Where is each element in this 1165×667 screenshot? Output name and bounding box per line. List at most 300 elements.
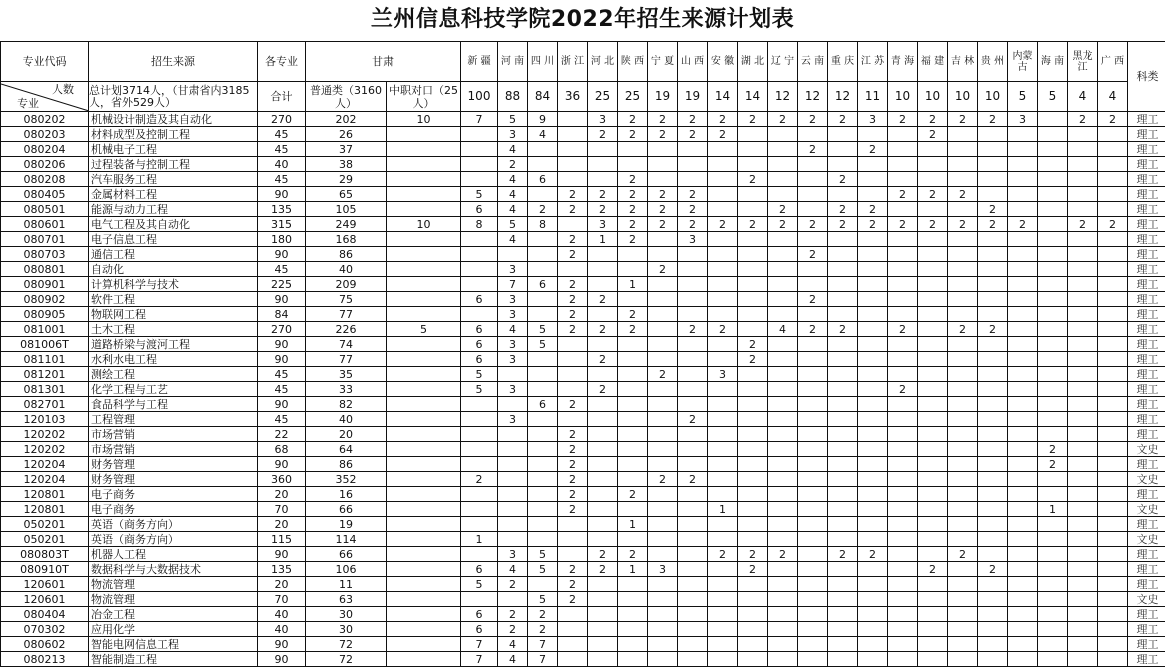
province-quota: [1008, 442, 1038, 457]
province-quota: [498, 532, 528, 547]
province-quota: [588, 142, 618, 157]
major-code: 080905: [1, 307, 89, 322]
province-quota: [948, 457, 978, 472]
province-quota: [558, 112, 588, 127]
major-total: 270: [258, 322, 306, 337]
province-quota: [558, 412, 588, 427]
province-quota: [978, 427, 1008, 442]
province-quota: [708, 427, 738, 442]
province-quota: 7: [461, 637, 498, 652]
gansu-regular-count: 75: [306, 292, 387, 307]
province-quota: [918, 157, 948, 172]
province-quota: [738, 157, 768, 172]
province-quota: [1008, 277, 1038, 292]
major-total: 225: [258, 277, 306, 292]
subject-category: 理工: [1128, 412, 1165, 427]
gansu-vocational-count: [387, 307, 461, 322]
province-quota: [798, 622, 828, 637]
province-quota: [1098, 127, 1128, 142]
major-total: 20: [258, 517, 306, 532]
province-quota: [1098, 547, 1128, 562]
province-quota: [708, 487, 738, 502]
province-total: 12: [828, 82, 858, 112]
province-quota: [648, 307, 678, 322]
province-quota: 2: [558, 247, 588, 262]
province-quota: [528, 457, 558, 472]
province-quota: 2: [1038, 457, 1068, 472]
province-quota: [828, 652, 858, 667]
province-quota: [978, 232, 1008, 247]
province-quota: [828, 382, 858, 397]
province-quota: 2: [798, 217, 828, 232]
province-quota: [678, 577, 708, 592]
province-quota: 2: [618, 232, 648, 247]
province-quota: [678, 292, 708, 307]
province-quota: 2: [588, 202, 618, 217]
province-quota: [528, 307, 558, 322]
province-quota: [528, 382, 558, 397]
gansu-regular-count: 11: [306, 577, 387, 592]
province-quota: [768, 382, 798, 397]
province-header: 山 西: [678, 42, 708, 82]
province-quota: 2: [978, 322, 1008, 337]
province-quota: [1098, 157, 1128, 172]
province-quota: [1098, 367, 1128, 382]
province-quota: [648, 427, 678, 442]
province-quota: [798, 427, 828, 442]
province-quota: [708, 307, 738, 322]
province-quota: [738, 577, 768, 592]
province-quota: [1068, 292, 1098, 307]
gansu-regular-count: 209: [306, 277, 387, 292]
major-name: 道路桥梁与渡河工程: [89, 337, 258, 352]
gansu-vocational-count: [387, 142, 461, 157]
province-quota: [858, 397, 888, 412]
province-quota: [738, 232, 768, 247]
province-quota: [978, 292, 1008, 307]
province-quota: [1008, 652, 1038, 667]
province-quota: [978, 412, 1008, 427]
province-quota: 8: [461, 217, 498, 232]
province-quota: 2: [528, 622, 558, 637]
province-quota: [648, 502, 678, 517]
province-quota: [768, 397, 798, 412]
province-total: 4: [1068, 82, 1098, 112]
province-quota: [1038, 337, 1068, 352]
province-quota: [588, 427, 618, 442]
province-quota: 2: [738, 217, 768, 232]
major-name: 物流管理: [89, 577, 258, 592]
province-quota: [798, 307, 828, 322]
province-total: 4: [1098, 82, 1128, 112]
province-quota: 2: [558, 232, 588, 247]
major-name: 通信工程: [89, 247, 258, 262]
province-quota: 6: [461, 202, 498, 217]
subject-category: 理工: [1128, 337, 1165, 352]
gansu-regular-count: 249: [306, 217, 387, 232]
major-code: 120801: [1, 487, 89, 502]
province-quota: [858, 607, 888, 622]
province-quota: [888, 637, 918, 652]
major-name: 食品科学与工程: [89, 397, 258, 412]
province-quota: [768, 472, 798, 487]
major-name: 智能电网信息工程: [89, 637, 258, 652]
province-quota: [738, 187, 768, 202]
major-total: 270: [258, 112, 306, 127]
province-quota: [648, 277, 678, 292]
province-quota: 2: [768, 547, 798, 562]
province-quota: [888, 127, 918, 142]
province-quota: [461, 457, 498, 472]
province-quota: [798, 382, 828, 397]
province-quota: [888, 652, 918, 667]
province-quota: 2: [888, 382, 918, 397]
province-quota: [1098, 412, 1128, 427]
province-quota: [738, 412, 768, 427]
province-quota: [1098, 322, 1128, 337]
major-name: 金属材料工程: [89, 187, 258, 202]
province-quota: [978, 142, 1008, 157]
province-total: 25: [618, 82, 648, 112]
province-quota: [858, 652, 888, 667]
table-row: [1, 487, 1165, 502]
major-name: 化学工程与工艺: [89, 382, 258, 397]
province-quota: [498, 457, 528, 472]
province-quota: [888, 367, 918, 382]
province-quota: [678, 382, 708, 397]
province-total: 10: [888, 82, 918, 112]
province-quota: 2: [948, 112, 978, 127]
diagonal-header-cell: [1, 82, 89, 112]
major-code: 081201: [1, 367, 89, 382]
gansu-regular-count: 74: [306, 337, 387, 352]
province-quota: [918, 232, 948, 247]
province-quota: 2: [618, 172, 648, 187]
province-total: 36: [558, 82, 588, 112]
province-quota: 2: [648, 367, 678, 382]
enrollment-plan-table: [0, 41, 1165, 667]
subject-category: 理工: [1128, 292, 1165, 307]
province-quota: [828, 637, 858, 652]
province-quota: [858, 127, 888, 142]
province-header: 海 南: [1038, 42, 1068, 82]
province-quota: [558, 367, 588, 382]
table-row: [1, 472, 1165, 487]
province-quota: [1008, 337, 1038, 352]
province-quota: [888, 457, 918, 472]
province-quota: [618, 607, 648, 622]
gansu-regular-count: 66: [306, 547, 387, 562]
subject-category: 文史: [1128, 472, 1165, 487]
table-row: [1, 187, 1165, 202]
major-name: 数据科学与大数据技术: [89, 562, 258, 577]
province-quota: [461, 397, 498, 412]
table-row: [1, 562, 1165, 577]
province-quota: [618, 397, 648, 412]
subject-category: 理工: [1128, 142, 1165, 157]
table-row: [1, 352, 1165, 367]
province-quota: [918, 607, 948, 622]
subject-category: 理工: [1128, 397, 1165, 412]
province-quota: 2: [588, 547, 618, 562]
province-quota: [858, 457, 888, 472]
province-quota: [618, 262, 648, 277]
province-quota: [978, 277, 1008, 292]
province-quota: [558, 517, 588, 532]
gansu-regular-count: 16: [306, 487, 387, 502]
province-quota: [858, 187, 888, 202]
province-quota: [918, 247, 948, 262]
gansu-vocational-count: [387, 202, 461, 217]
province-quota: [461, 262, 498, 277]
province-quota: 2: [618, 187, 648, 202]
subject-category: 理工: [1128, 262, 1165, 277]
province-quota: [618, 652, 648, 667]
province-quota: 5: [528, 592, 558, 607]
province-quota: 2: [768, 112, 798, 127]
province-quota: [648, 517, 678, 532]
gansu-vocational-count: [387, 412, 461, 427]
province-quota: [858, 337, 888, 352]
header-gansu-regular: 普通类（3160人）: [306, 82, 387, 112]
province-quota: 2: [828, 217, 858, 232]
gansu-regular-count: 114: [306, 532, 387, 547]
province-quota: [1008, 562, 1038, 577]
province-quota: 2: [558, 277, 588, 292]
province-quota: 3: [858, 112, 888, 127]
province-quota: [1098, 517, 1128, 532]
province-quota: [828, 277, 858, 292]
province-quota: [528, 187, 558, 202]
province-quota: [798, 592, 828, 607]
province-quota: [858, 577, 888, 592]
province-quota: [828, 427, 858, 442]
province-quota: [1068, 562, 1098, 577]
major-name: 自动化: [89, 262, 258, 277]
province-quota: 5: [498, 112, 528, 127]
province-header: 内蒙古: [1008, 42, 1038, 82]
province-quota: [678, 637, 708, 652]
province-quota: 6: [528, 172, 558, 187]
major-total: 68: [258, 442, 306, 457]
major-name: 材料成型及控制工程: [89, 127, 258, 142]
province-quota: [858, 157, 888, 172]
province-quota: [1068, 232, 1098, 247]
province-quota: [1038, 427, 1068, 442]
province-quota: [1038, 472, 1068, 487]
province-quota: [738, 277, 768, 292]
province-quota: [888, 352, 918, 367]
province-quota: [918, 307, 948, 322]
province-quota: [768, 517, 798, 532]
province-quota: 3: [498, 352, 528, 367]
province-quota: [828, 502, 858, 517]
subject-category: 理工: [1128, 157, 1165, 172]
province-total: 5: [1008, 82, 1038, 112]
province-quota: [768, 157, 798, 172]
province-quota: 7: [528, 637, 558, 652]
province-quota: [768, 352, 798, 367]
major-code: 080204: [1, 142, 89, 157]
province-total: 19: [648, 82, 678, 112]
province-quota: 6: [461, 562, 498, 577]
major-total: 40: [258, 157, 306, 172]
province-quota: 4: [498, 652, 528, 667]
major-total: 315: [258, 217, 306, 232]
province-quota: [708, 412, 738, 427]
province-quota: [588, 457, 618, 472]
major-code: 080213: [1, 652, 89, 667]
province-quota: [888, 502, 918, 517]
province-quota: [738, 367, 768, 382]
province-quota: [858, 307, 888, 322]
province-quota: [948, 532, 978, 547]
province-quota: [1098, 472, 1128, 487]
province-quota: [798, 412, 828, 427]
province-quota: 2: [528, 202, 558, 217]
province-quota: [1038, 352, 1068, 367]
province-quota: [1068, 592, 1098, 607]
province-quota: [528, 142, 558, 157]
province-quota: [918, 652, 948, 667]
gansu-vocational-count: [387, 607, 461, 622]
major-total: 90: [258, 457, 306, 472]
major-total: 135: [258, 562, 306, 577]
province-quota: [648, 532, 678, 547]
province-header: 青 海: [888, 42, 918, 82]
major-name: 英语（商务方向）: [89, 532, 258, 547]
province-quota: [948, 127, 978, 142]
gansu-vocational-count: [387, 517, 461, 532]
province-quota: [588, 307, 618, 322]
province-quota: 2: [618, 547, 648, 562]
province-quota: [1008, 637, 1038, 652]
province-header: 宁 夏: [648, 42, 678, 82]
province-quota: [888, 472, 918, 487]
gansu-regular-count: 66: [306, 502, 387, 517]
province-quota: [858, 427, 888, 442]
major-code: 080404: [1, 607, 89, 622]
total-plan-summary: 总计划3714人，（甘肃省内3185人，省外529人）: [89, 82, 258, 112]
province-quota: [528, 472, 558, 487]
gansu-regular-count: 29: [306, 172, 387, 187]
province-quota: [828, 487, 858, 502]
province-quota: [678, 397, 708, 412]
province-quota: [828, 562, 858, 577]
major-total: 90: [258, 397, 306, 412]
major-code: 120202: [1, 427, 89, 442]
province-quota: [828, 442, 858, 457]
province-quota: [948, 337, 978, 352]
table-row: [1, 232, 1165, 247]
province-quota: 4: [498, 637, 528, 652]
diag-label-major: 专业: [17, 97, 39, 110]
province-quota: [948, 397, 978, 412]
province-quota: 2: [618, 202, 648, 217]
province-quota: [978, 457, 1008, 472]
province-quota: [708, 472, 738, 487]
province-quota: 5: [461, 367, 498, 382]
province-quota: [978, 172, 1008, 187]
province-quota: [918, 502, 948, 517]
province-quota: 2: [1098, 112, 1128, 127]
major-name: 英语（商务方向）: [89, 517, 258, 532]
gansu-vocational-count: [387, 547, 461, 562]
province-quota: [1098, 247, 1128, 262]
province-quota: [708, 352, 738, 367]
province-quota: [708, 517, 738, 532]
province-quota: [1098, 502, 1128, 517]
province-quota: [888, 532, 918, 547]
table-row: [1, 622, 1165, 637]
province-quota: [798, 547, 828, 562]
province-quota: [948, 232, 978, 247]
province-quota: 2: [498, 157, 528, 172]
province-quota: [1098, 187, 1128, 202]
province-quota: [738, 442, 768, 457]
province-quota: [1068, 322, 1098, 337]
province-quota: 3: [588, 217, 618, 232]
province-quota: [828, 262, 858, 277]
province-quota: [1068, 532, 1098, 547]
province-quota: [948, 277, 978, 292]
table-row: [1, 292, 1165, 307]
province-header: 广 西: [1098, 42, 1128, 82]
major-name: 财务管理: [89, 457, 258, 472]
province-quota: [798, 397, 828, 412]
gansu-regular-count: 86: [306, 457, 387, 472]
province-quota: 2: [708, 127, 738, 142]
province-quota: [1038, 172, 1068, 187]
province-quota: [858, 172, 888, 187]
province-quota: [528, 442, 558, 457]
table-body: [1, 112, 1165, 667]
province-quota: [1098, 337, 1128, 352]
province-quota: [1008, 412, 1038, 427]
province-quota: [888, 247, 918, 262]
province-quota: [1098, 427, 1128, 442]
province-quota: [558, 352, 588, 367]
major-total: 22: [258, 427, 306, 442]
province-quota: [558, 607, 588, 622]
province-quota: 2: [558, 472, 588, 487]
province-quota: [708, 442, 738, 457]
province-quota: 2: [1098, 217, 1128, 232]
province-quota: [648, 412, 678, 427]
province-quota: [648, 487, 678, 502]
province-quota: [1098, 382, 1128, 397]
table-row: [1, 262, 1165, 277]
province-quota: [1038, 262, 1068, 277]
province-quota: [648, 592, 678, 607]
province-quota: [978, 337, 1008, 352]
major-name: 土木工程: [89, 322, 258, 337]
province-quota: 2: [558, 307, 588, 322]
province-quota: [918, 382, 948, 397]
major-name: 水利水电工程: [89, 352, 258, 367]
province-quota: [558, 532, 588, 547]
province-quota: [1008, 622, 1038, 637]
gansu-vocational-count: [387, 352, 461, 367]
province-quota: 6: [461, 292, 498, 307]
province-quota: [798, 202, 828, 217]
province-quota: [738, 322, 768, 337]
province-header: 新 疆: [461, 42, 498, 82]
gansu-regular-count: 72: [306, 637, 387, 652]
province-quota: [768, 532, 798, 547]
gansu-vocational-count: [387, 457, 461, 472]
province-quota: [528, 262, 558, 277]
